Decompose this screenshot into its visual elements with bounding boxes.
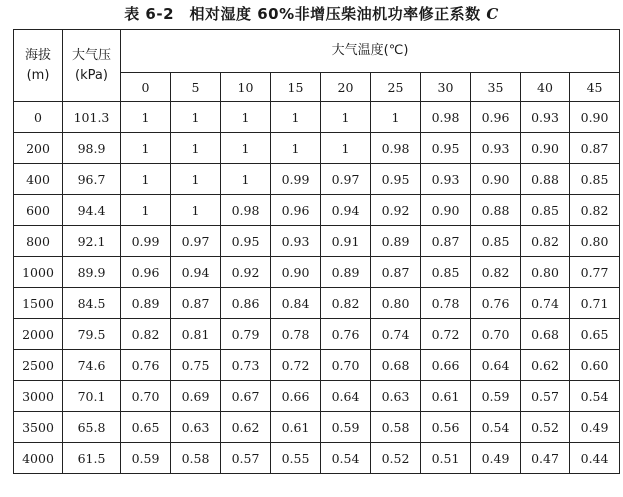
correction-value-cell: 0.97 — [171, 226, 221, 257]
correction-value-cell: 1 — [271, 102, 321, 133]
pressure-cell: 84.5 — [63, 288, 121, 319]
altitude-cell: 2500 — [14, 350, 63, 381]
correction-value-cell: 0.78 — [271, 319, 321, 350]
correction-value-cell: 0.85 — [471, 226, 521, 257]
temperature-header-cell: 40 — [521, 73, 570, 102]
table-row — [14, 381, 620, 412]
correction-value-cell: 0.91 — [321, 226, 371, 257]
correction-value-cell: 0.95 — [421, 133, 471, 164]
correction-value-cell: 0.65 — [121, 412, 171, 443]
correction-value-cell: 0.58 — [371, 412, 421, 443]
correction-value-cell: 0.75 — [171, 350, 221, 381]
correction-value-cell: 0.79 — [221, 319, 271, 350]
altitude-cell: 0 — [14, 102, 63, 133]
correction-value-cell: 0.76 — [471, 288, 521, 319]
correction-value-cell: 0.86 — [221, 288, 271, 319]
table-title — [0, 3, 623, 25]
correction-value-cell: 0.96 — [471, 102, 521, 133]
pressure-header — [63, 30, 121, 102]
correction-value-cell: 1 — [121, 133, 171, 164]
table-row — [14, 102, 620, 133]
pressure-cell: 61.5 — [63, 443, 121, 474]
correction-value-cell: 0.82 — [321, 288, 371, 319]
correction-value-cell: 0.52 — [371, 443, 421, 474]
correction-value-cell: 0.59 — [121, 443, 171, 474]
correction-value-cell: 1 — [271, 133, 321, 164]
correction-value-cell: 0.44 — [570, 443, 620, 474]
correction-value-cell: 0.99 — [121, 226, 171, 257]
correction-value-cell: 0.52 — [521, 412, 570, 443]
temperature-group-header: 大气温度(℃) — [121, 30, 620, 73]
correction-value-cell: 0.49 — [570, 412, 620, 443]
correction-value-cell: 1 — [171, 102, 221, 133]
correction-value-cell: 0.56 — [421, 412, 471, 443]
correction-value-cell: 0.95 — [221, 226, 271, 257]
correction-value-cell: 0.74 — [371, 319, 421, 350]
pressure-cell: 92.1 — [63, 226, 121, 257]
correction-value-cell: 0.99 — [271, 164, 321, 195]
table-row — [14, 288, 620, 319]
table-title-coefficient: C — [486, 5, 499, 23]
correction-value-cell: 0.54 — [471, 412, 521, 443]
pressure-cell: 98.9 — [63, 133, 121, 164]
correction-value-cell: 0.61 — [271, 412, 321, 443]
correction-value-cell: 0.62 — [221, 412, 271, 443]
pressure-header-unit: (kPa) — [75, 67, 108, 83]
temperature-header-cell: 20 — [321, 73, 371, 102]
correction-value-cell: 0.70 — [471, 319, 521, 350]
correction-value-cell: 0.73 — [221, 350, 271, 381]
correction-value-cell: 0.63 — [371, 381, 421, 412]
correction-value-cell: 0.92 — [371, 195, 421, 226]
altitude-cell: 3000 — [14, 381, 63, 412]
correction-value-cell: 0.90 — [421, 195, 471, 226]
pressure-header-label: 大气压 — [71, 47, 111, 63]
correction-value-cell: 0.57 — [221, 443, 271, 474]
correction-value-cell: 0.60 — [570, 350, 620, 381]
altitude-cell: 4000 — [14, 443, 63, 474]
table-row — [14, 195, 620, 226]
correction-value-cell: 0.93 — [421, 164, 471, 195]
correction-value-cell: 0.90 — [521, 133, 570, 164]
table-title-text: 表 6-2 相对湿度 60%非增压柴油机功率修正系数 — [124, 5, 487, 23]
correction-value-cell: 1 — [171, 195, 221, 226]
altitude-header — [14, 30, 63, 102]
pressure-cell: 89.9 — [63, 257, 121, 288]
correction-factor-table — [13, 29, 620, 474]
altitude-cell: 200 — [14, 133, 63, 164]
correction-value-cell: 0.70 — [121, 381, 171, 412]
table-row — [14, 412, 620, 443]
correction-value-cell: 0.58 — [171, 443, 221, 474]
correction-value-cell: 0.88 — [521, 164, 570, 195]
correction-value-cell: 0.74 — [521, 288, 570, 319]
correction-value-cell: 0.94 — [321, 195, 371, 226]
altitude-header-label: 海拔 — [24, 47, 51, 63]
correction-value-cell: 0.87 — [371, 257, 421, 288]
correction-value-cell: 1 — [121, 102, 171, 133]
correction-value-cell: 0.89 — [371, 226, 421, 257]
correction-value-cell: 0.77 — [570, 257, 620, 288]
correction-value-cell: 0.47 — [521, 443, 570, 474]
correction-value-cell: 0.90 — [271, 257, 321, 288]
correction-value-cell: 0.76 — [121, 350, 171, 381]
altitude-header-unit: (m) — [26, 67, 50, 83]
temperature-header-cell: 0 — [121, 73, 171, 102]
pressure-cell: 94.4 — [63, 195, 121, 226]
altitude-cell: 400 — [14, 164, 63, 195]
correction-value-cell: 0.87 — [421, 226, 471, 257]
correction-value-cell: 1 — [321, 102, 371, 133]
correction-value-cell: 0.94 — [171, 257, 221, 288]
temperature-header-cell: 10 — [221, 73, 271, 102]
correction-value-cell: 0.65 — [570, 319, 620, 350]
altitude-cell: 800 — [14, 226, 63, 257]
correction-value-cell: 0.62 — [521, 350, 570, 381]
pressure-cell: 74.6 — [63, 350, 121, 381]
temperature-header-cell: 15 — [271, 73, 321, 102]
pressure-cell: 96.7 — [63, 164, 121, 195]
correction-value-cell: 0.96 — [121, 257, 171, 288]
table-row — [14, 350, 620, 381]
correction-value-cell: 0.80 — [371, 288, 421, 319]
correction-value-cell: 0.68 — [521, 319, 570, 350]
correction-value-cell: 1 — [121, 195, 171, 226]
correction-value-cell: 0.85 — [521, 195, 570, 226]
altitude-cell: 2000 — [14, 319, 63, 350]
correction-value-cell: 0.64 — [321, 381, 371, 412]
table-row — [14, 257, 620, 288]
pressure-cell: 101.3 — [63, 102, 121, 133]
correction-value-cell: 0.72 — [421, 319, 471, 350]
correction-value-cell: 0.89 — [121, 288, 171, 319]
table-body — [14, 30, 620, 474]
correction-value-cell: 0.80 — [570, 226, 620, 257]
correction-value-cell: 0.66 — [271, 381, 321, 412]
correction-value-cell: 0.61 — [421, 381, 471, 412]
altitude-cell: 1000 — [14, 257, 63, 288]
correction-value-cell: 0.87 — [171, 288, 221, 319]
correction-value-cell: 0.93 — [471, 133, 521, 164]
temperature-header-cell: 25 — [371, 73, 421, 102]
correction-value-cell: 0.93 — [271, 226, 321, 257]
correction-value-cell: 0.54 — [570, 381, 620, 412]
correction-value-cell: 1 — [221, 102, 271, 133]
pressure-cell: 79.5 — [63, 319, 121, 350]
correction-value-cell: 0.90 — [570, 102, 620, 133]
table-row — [14, 164, 620, 195]
correction-value-cell: 1 — [171, 164, 221, 195]
correction-value-cell: 0.68 — [371, 350, 421, 381]
correction-value-cell: 1 — [221, 133, 271, 164]
altitude-cell: 1500 — [14, 288, 63, 319]
correction-value-cell: 0.80 — [521, 257, 570, 288]
temperature-header-cell: 35 — [471, 73, 521, 102]
correction-value-cell: 0.57 — [521, 381, 570, 412]
pressure-cell: 65.8 — [63, 412, 121, 443]
correction-value-cell: 0.66 — [421, 350, 471, 381]
correction-value-cell: 0.90 — [471, 164, 521, 195]
correction-value-cell: 0.72 — [271, 350, 321, 381]
correction-value-cell: 0.82 — [471, 257, 521, 288]
correction-value-cell: 0.78 — [421, 288, 471, 319]
correction-value-cell: 0.95 — [371, 164, 421, 195]
correction-value-cell: 0.82 — [570, 195, 620, 226]
correction-value-cell: 0.71 — [570, 288, 620, 319]
correction-value-cell: 0.97 — [321, 164, 371, 195]
correction-value-cell: 0.85 — [570, 164, 620, 195]
correction-value-cell: 0.84 — [271, 288, 321, 319]
correction-value-cell: 1 — [171, 133, 221, 164]
table-row — [14, 133, 620, 164]
correction-value-cell: 0.82 — [521, 226, 570, 257]
correction-value-cell: 0.76 — [321, 319, 371, 350]
correction-value-cell: 1 — [371, 102, 421, 133]
table-row — [14, 226, 620, 257]
correction-value-cell: 0.51 — [421, 443, 471, 474]
correction-value-cell: 0.87 — [570, 133, 620, 164]
correction-value-cell: 0.93 — [521, 102, 570, 133]
correction-value-cell: 0.55 — [271, 443, 321, 474]
correction-value-cell: 0.88 — [471, 195, 521, 226]
correction-value-cell: 1 — [321, 133, 371, 164]
table-row — [14, 319, 620, 350]
correction-value-cell: 0.92 — [221, 257, 271, 288]
altitude-cell: 3500 — [14, 412, 63, 443]
correction-value-cell: 1 — [121, 164, 171, 195]
correction-value-cell: 0.98 — [371, 133, 421, 164]
altitude-cell: 600 — [14, 195, 63, 226]
correction-value-cell: 0.98 — [421, 102, 471, 133]
correction-value-cell: 0.59 — [471, 381, 521, 412]
correction-value-cell: 0.89 — [321, 257, 371, 288]
correction-value-cell: 0.64 — [471, 350, 521, 381]
correction-value-cell: 0.96 — [271, 195, 321, 226]
correction-value-cell: 0.82 — [121, 319, 171, 350]
correction-value-cell: 0.70 — [321, 350, 371, 381]
correction-value-cell: 0.67 — [221, 381, 271, 412]
pressure-cell: 70.1 — [63, 381, 121, 412]
temperature-header-cell: 45 — [570, 73, 620, 102]
correction-value-cell: 0.81 — [171, 319, 221, 350]
correction-value-cell: 0.98 — [221, 195, 271, 226]
correction-value-cell: 0.59 — [321, 412, 371, 443]
correction-value-cell: 0.54 — [321, 443, 371, 474]
header-row-1 — [14, 30, 620, 73]
correction-value-cell: 0.63 — [171, 412, 221, 443]
correction-value-cell: 0.85 — [421, 257, 471, 288]
temperature-header-cell: 30 — [421, 73, 471, 102]
temperature-header-cell: 5 — [171, 73, 221, 102]
table-row — [14, 443, 620, 474]
correction-value-cell: 0.69 — [171, 381, 221, 412]
correction-value-cell: 1 — [221, 164, 271, 195]
correction-value-cell: 0.49 — [471, 443, 521, 474]
